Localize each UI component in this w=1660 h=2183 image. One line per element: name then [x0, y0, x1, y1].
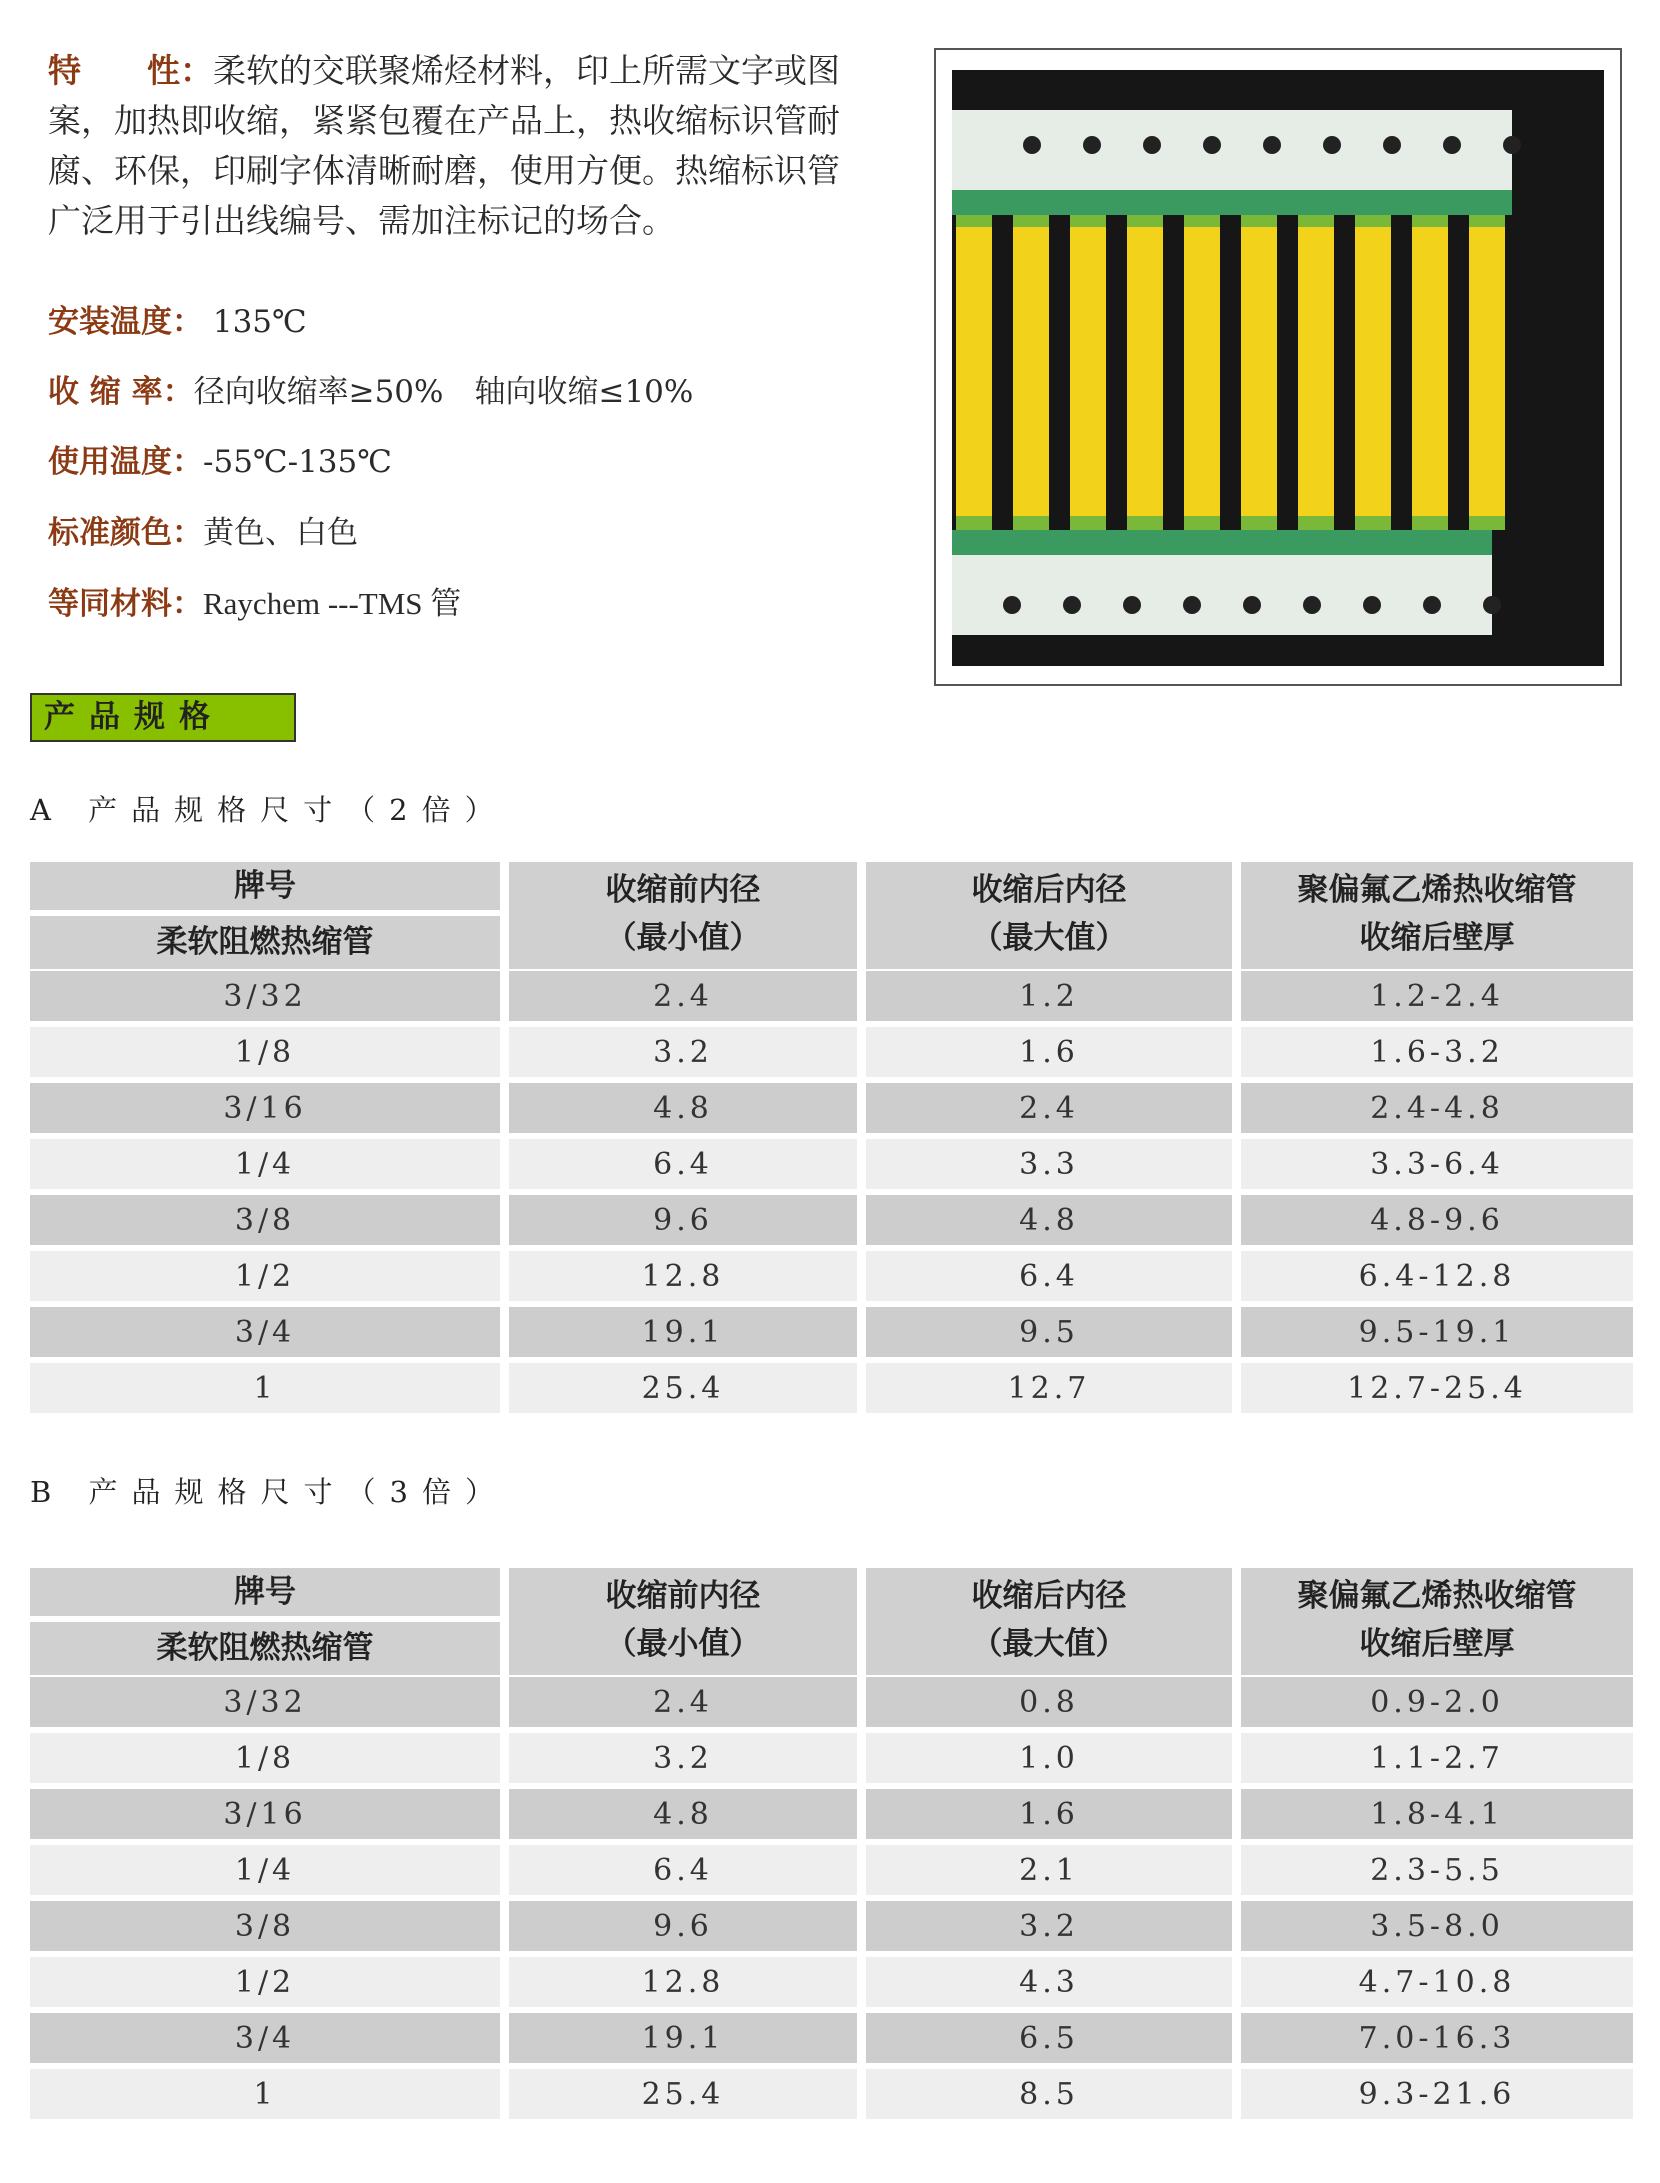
- sleeve-bottom-band: [1355, 516, 1391, 530]
- cell-id-after: 3.3: [866, 1139, 1232, 1189]
- header-id-before-line1: 收缩前内径: [605, 1578, 761, 1614]
- section-badge: 产品规格: [30, 693, 296, 742]
- cell-id-after: 12.7: [866, 1363, 1232, 1413]
- cell-id-after: 1.2: [866, 971, 1232, 1021]
- cell-wall: 4.8-9.6: [1241, 1195, 1633, 1245]
- table-row: [30, 1955, 1633, 2011]
- cell-id-before: 19.1: [509, 1307, 857, 1357]
- equiv-label: 等同材料：: [48, 586, 203, 622]
- cell-grade: 3/8: [30, 1901, 500, 1951]
- table-row: [30, 1899, 1633, 1955]
- header-id-before-line2: （最小值）: [605, 920, 761, 956]
- sleeve-bottom-band: [1412, 516, 1448, 530]
- table-header: [30, 1568, 1633, 1675]
- product-photo-frame: [934, 48, 1622, 686]
- table-row: [30, 1787, 1633, 1843]
- install-temp-label: 安装温度：: [48, 304, 203, 340]
- cell-grade: 3/4: [30, 2013, 500, 2063]
- table-row: [30, 1843, 1633, 1899]
- cell-id-after: 2.4: [866, 1083, 1232, 1133]
- sleeve-bottom-band: [1184, 516, 1220, 530]
- shrink-rate-line: [48, 366, 693, 411]
- cell-id-before: 6.4: [509, 1845, 857, 1895]
- cell-grade: 1/4: [30, 1845, 500, 1895]
- punch-hole: [1003, 596, 1021, 614]
- install-temp-line: [48, 296, 307, 341]
- colors-value: 黄色、白色: [203, 515, 358, 551]
- feature-label: 特 性：: [48, 51, 213, 90]
- table-header: [30, 862, 1633, 969]
- punch-hole: [1263, 136, 1281, 154]
- header-id-after: [866, 1568, 1232, 1675]
- punch-hole: [1443, 136, 1461, 154]
- table-row: [30, 2011, 1633, 2067]
- punch-hole: [1023, 136, 1041, 154]
- cell-wall: 1.1-2.7: [1241, 1733, 1633, 1783]
- marker-sleeve: [1355, 215, 1391, 530]
- punch-hole: [1303, 596, 1321, 614]
- cell-id-after: 1.0: [866, 1733, 1232, 1783]
- sleeve-bottom-band: [1298, 516, 1334, 530]
- marker-sleeve: [956, 215, 992, 530]
- cell-id-after: 2.1: [866, 1845, 1232, 1895]
- use-temp-value: -55℃-135℃: [203, 444, 392, 480]
- table-body: [30, 1675, 1633, 2123]
- marker-sleeve: [1127, 215, 1163, 530]
- sleeve-bottom-band: [1070, 516, 1106, 530]
- cell-grade: 3/32: [30, 1677, 500, 1727]
- marker-sleeve: [1070, 215, 1106, 530]
- properties-section: [48, 46, 848, 622]
- shrink-rate-label: 收 缩 率：: [48, 374, 194, 410]
- header-grade: [30, 862, 500, 969]
- feature-paragraph: [48, 46, 848, 246]
- spec-table-b: [30, 1568, 1633, 2123]
- cell-wall: 0.9-2.0: [1241, 1677, 1633, 1727]
- cell-wall: 1.2-2.4: [1241, 971, 1633, 1021]
- header-grade-line2: 柔软阻燃热缩管: [30, 916, 500, 969]
- cell-grade: 3/32: [30, 971, 500, 1021]
- table-row: [30, 1025, 1633, 1081]
- punch-hole: [1383, 136, 1401, 154]
- cell-id-before: 19.1: [509, 2013, 857, 2063]
- cell-wall: 3.3-6.4: [1241, 1139, 1633, 1189]
- cell-wall: 12.7-25.4: [1241, 1363, 1633, 1413]
- header-id-after-line1: 收缩后内径: [971, 872, 1127, 908]
- header-grade-line2: 柔软阻燃热缩管: [30, 1622, 500, 1675]
- table-row: [30, 969, 1633, 1025]
- marker-sleeve: [1298, 215, 1334, 530]
- table-row: [30, 1081, 1633, 1137]
- sleeve-top-band: [1127, 215, 1163, 227]
- header-id-before: [509, 1568, 857, 1675]
- feature-text: 柔软的交联聚烯烃材料，印上所需文字或图案，加热即收缩，紧紧包覆在产品上，热收缩标识管耐腐、环保，印刷字体清晰耐磨，使用方便。热缩标识管广泛用于引出线编号、需加注标记的场合。: [48, 51, 840, 240]
- cell-wall: 3.5-8.0: [1241, 1901, 1633, 1951]
- cell-id-after: 4.3: [866, 1957, 1232, 2007]
- cell-id-before: 25.4: [509, 1363, 857, 1413]
- spec-table-a: [30, 862, 1633, 1417]
- cell-grade: 1: [30, 1363, 500, 1413]
- cell-id-after: 6.5: [866, 2013, 1232, 2063]
- cell-wall: 1.6-3.2: [1241, 1027, 1633, 1077]
- table-row: [30, 1193, 1633, 1249]
- table-row: [30, 1137, 1633, 1193]
- punch-hole: [1483, 596, 1501, 614]
- table-row: [30, 1675, 1633, 1731]
- shrink-rate-value: 径向收缩率≥50% 轴向收缩≤10%: [193, 374, 694, 410]
- cell-wall: 2.4-4.8: [1241, 1083, 1633, 1133]
- header-id-after-line2: （最大值）: [971, 920, 1127, 956]
- table-a-title: A 产品规格尺寸（2倍）: [30, 793, 508, 827]
- sleeve-top-band: [1412, 215, 1448, 227]
- header-grade-line1: 牌号: [30, 1568, 500, 1616]
- cell-id-after: 4.8: [866, 1195, 1232, 1245]
- cell-grade: 1/2: [30, 1957, 500, 2007]
- header-wall-line1: 聚偏氟乙烯热收缩管: [1297, 872, 1577, 908]
- marker-sleeve: [1013, 215, 1049, 530]
- cell-id-before: 12.8: [509, 1957, 857, 2007]
- cell-wall: 9.5-19.1: [1241, 1307, 1633, 1357]
- cell-wall: 2.3-5.5: [1241, 1845, 1633, 1895]
- punch-hole: [1503, 136, 1521, 154]
- sleeve-bottom-band: [1469, 516, 1505, 530]
- cell-id-before: 9.6: [509, 1901, 857, 1951]
- marker-sleeve: [1241, 215, 1277, 530]
- cell-id-after: 9.5: [866, 1307, 1232, 1357]
- cell-wall: 7.0-16.3: [1241, 2013, 1633, 2063]
- header-wall-line2: 收缩后壁厚: [1359, 1626, 1515, 1662]
- cell-id-after: 8.5: [866, 2069, 1232, 2119]
- colors-label: 标准颜色：: [48, 515, 203, 551]
- cell-id-before: 3.2: [509, 1733, 857, 1783]
- cell-wall: 9.3-21.6: [1241, 2069, 1633, 2119]
- header-id-before-line1: 收缩前内径: [605, 872, 761, 908]
- table-row: [30, 1249, 1633, 1305]
- colors-line: [48, 507, 358, 552]
- cell-grade: 3/16: [30, 1789, 500, 1839]
- cell-id-after: 1.6: [866, 1789, 1232, 1839]
- cell-grade: 1/8: [30, 1027, 500, 1077]
- cell-id-after: 0.8: [866, 1677, 1232, 1727]
- punch-hole: [1323, 136, 1341, 154]
- table-b-title: B 产品规格尺寸（3倍）: [30, 1475, 508, 1509]
- header-id-before: [509, 862, 857, 969]
- cell-grade: 1/4: [30, 1139, 500, 1189]
- cell-grade: 1/2: [30, 1251, 500, 1301]
- cell-id-before: 4.8: [509, 1083, 857, 1133]
- cell-id-after: 3.2: [866, 1901, 1232, 1951]
- header-wall-line2: 收缩后壁厚: [1359, 920, 1515, 956]
- punch-hole: [1123, 596, 1141, 614]
- table-row: [30, 1305, 1633, 1361]
- punch-hole: [1083, 136, 1101, 154]
- use-temp-line: [48, 436, 392, 481]
- sleeve-top-band: [1298, 215, 1334, 227]
- punch-hole: [1243, 596, 1261, 614]
- cell-id-before: 9.6: [509, 1195, 857, 1245]
- sleeve-top-band: [1469, 215, 1505, 227]
- sleeve-top-band: [1241, 215, 1277, 227]
- sleeve-top-band: [1184, 215, 1220, 227]
- use-temp-label: 使用温度：: [48, 444, 203, 480]
- cell-id-before: 2.4: [509, 971, 857, 1021]
- header-id-after-line2: （最大值）: [971, 1626, 1127, 1662]
- cell-grade: 3/4: [30, 1307, 500, 1357]
- product-photo: [952, 70, 1604, 666]
- header-id-before-line2: （最小值）: [605, 1626, 761, 1662]
- cell-grade: 3/8: [30, 1195, 500, 1245]
- install-temp-value: 135℃: [203, 304, 307, 340]
- cell-wall: 4.7-10.8: [1241, 1957, 1633, 2007]
- cell-id-before: 12.8: [509, 1251, 857, 1301]
- header-id-after: [866, 862, 1232, 969]
- cell-id-before: 3.2: [509, 1027, 857, 1077]
- cell-grade: 1: [30, 2069, 500, 2119]
- cell-grade: 3/16: [30, 1083, 500, 1133]
- punch-hole: [1363, 596, 1381, 614]
- cell-id-before: 4.8: [509, 1789, 857, 1839]
- cell-id-before: 2.4: [509, 1677, 857, 1727]
- table-body: [30, 969, 1633, 1417]
- marker-sleeve: [1412, 215, 1448, 530]
- table-row: [30, 1731, 1633, 1787]
- sleeve-top-band: [1070, 215, 1106, 227]
- header-wall: [1241, 1568, 1633, 1675]
- header-grade: [30, 1568, 500, 1675]
- punch-hole: [1183, 596, 1201, 614]
- header-wall-line1: 聚偏氟乙烯热收缩管: [1297, 1578, 1577, 1614]
- table-row: [30, 2067, 1633, 2123]
- header-id-after-line1: 收缩后内径: [971, 1578, 1127, 1614]
- header-wall: [1241, 862, 1633, 969]
- punch-hole: [1423, 596, 1441, 614]
- sleeve-bottom-band: [1013, 516, 1049, 530]
- cell-grade: 1/8: [30, 1733, 500, 1783]
- punch-hole: [1203, 136, 1221, 154]
- marker-sleeve: [1469, 215, 1505, 530]
- cell-id-after: 6.4: [866, 1251, 1232, 1301]
- table-row: [30, 1361, 1633, 1417]
- sleeve-top-band: [956, 215, 992, 227]
- cell-id-before: 6.4: [509, 1139, 857, 1189]
- cell-wall: 6.4-12.8: [1241, 1251, 1633, 1301]
- punch-hole: [1143, 136, 1161, 154]
- sleeve-top-band: [1355, 215, 1391, 227]
- equiv-value: Raychem ---TMS 管: [203, 586, 462, 621]
- cell-id-before: 25.4: [509, 2069, 857, 2119]
- punch-hole: [1063, 596, 1081, 614]
- header-grade-line1: 牌号: [30, 862, 500, 910]
- sleeve-top-band: [1013, 215, 1049, 227]
- cell-wall: 1.8-4.1: [1241, 1789, 1633, 1839]
- equiv-line: [48, 578, 461, 623]
- sleeve-bottom-band: [1127, 516, 1163, 530]
- marker-sleeve: [1184, 215, 1220, 530]
- cell-id-after: 1.6: [866, 1027, 1232, 1077]
- sleeve-bottom-band: [956, 516, 992, 530]
- sleeve-bottom-band: [1241, 516, 1277, 530]
